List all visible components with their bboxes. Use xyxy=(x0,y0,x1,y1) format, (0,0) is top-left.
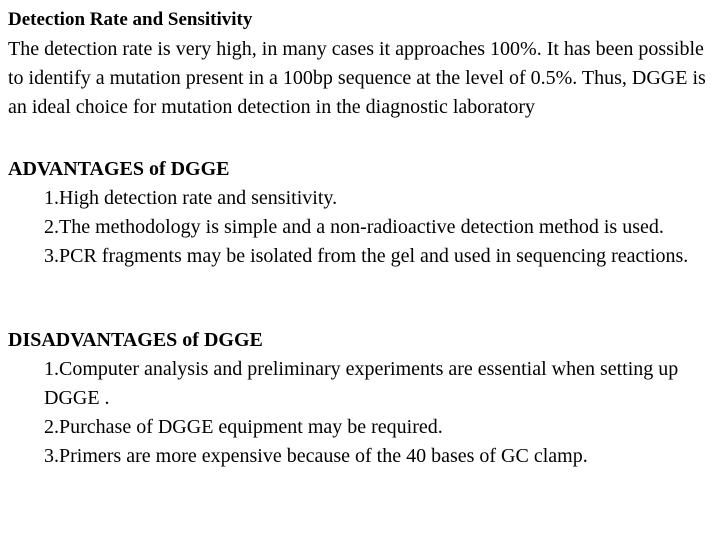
disadvantages-heading: DISADVANTAGES of DGGE xyxy=(8,329,263,351)
advantage-item-1: 1.High detection rate and sensitivity. xyxy=(44,187,338,209)
section-title: Detection Rate and Sensitivity xyxy=(8,9,253,30)
disadvantage-item-3: 3.Primers are more expensive because of the 40 bases of GC clamp. xyxy=(44,445,588,467)
disadvantage-item-2: 2.Purchase of DGGE equipment may be required. xyxy=(44,416,443,438)
advantage-item-2: 2.The methodology is simple and a non-radioactive detection method is used. xyxy=(44,216,664,238)
advantage-item-3: 3.PCR fragments may be isolated from the gel and used in sequencing reactions. xyxy=(44,245,689,267)
detection-rate-paragraph: The detection rate is very high, in many cases it approaches 100%. It has been possible to identify a mutation present in a 100bp sequence at the level of 0.5%. Thus, DGGE is an ideal choice for mutation detection in the diagnostic laboratory xyxy=(8,38,706,118)
advantages-section xyxy=(8,155,714,271)
advantages-heading: ADVANTAGES of DGGE xyxy=(8,158,230,180)
disadvantages-section xyxy=(8,326,714,471)
disadvantage-item-1: 1.Computer analysis and preliminary experiments are essential when setting up DGGE . xyxy=(44,358,679,409)
